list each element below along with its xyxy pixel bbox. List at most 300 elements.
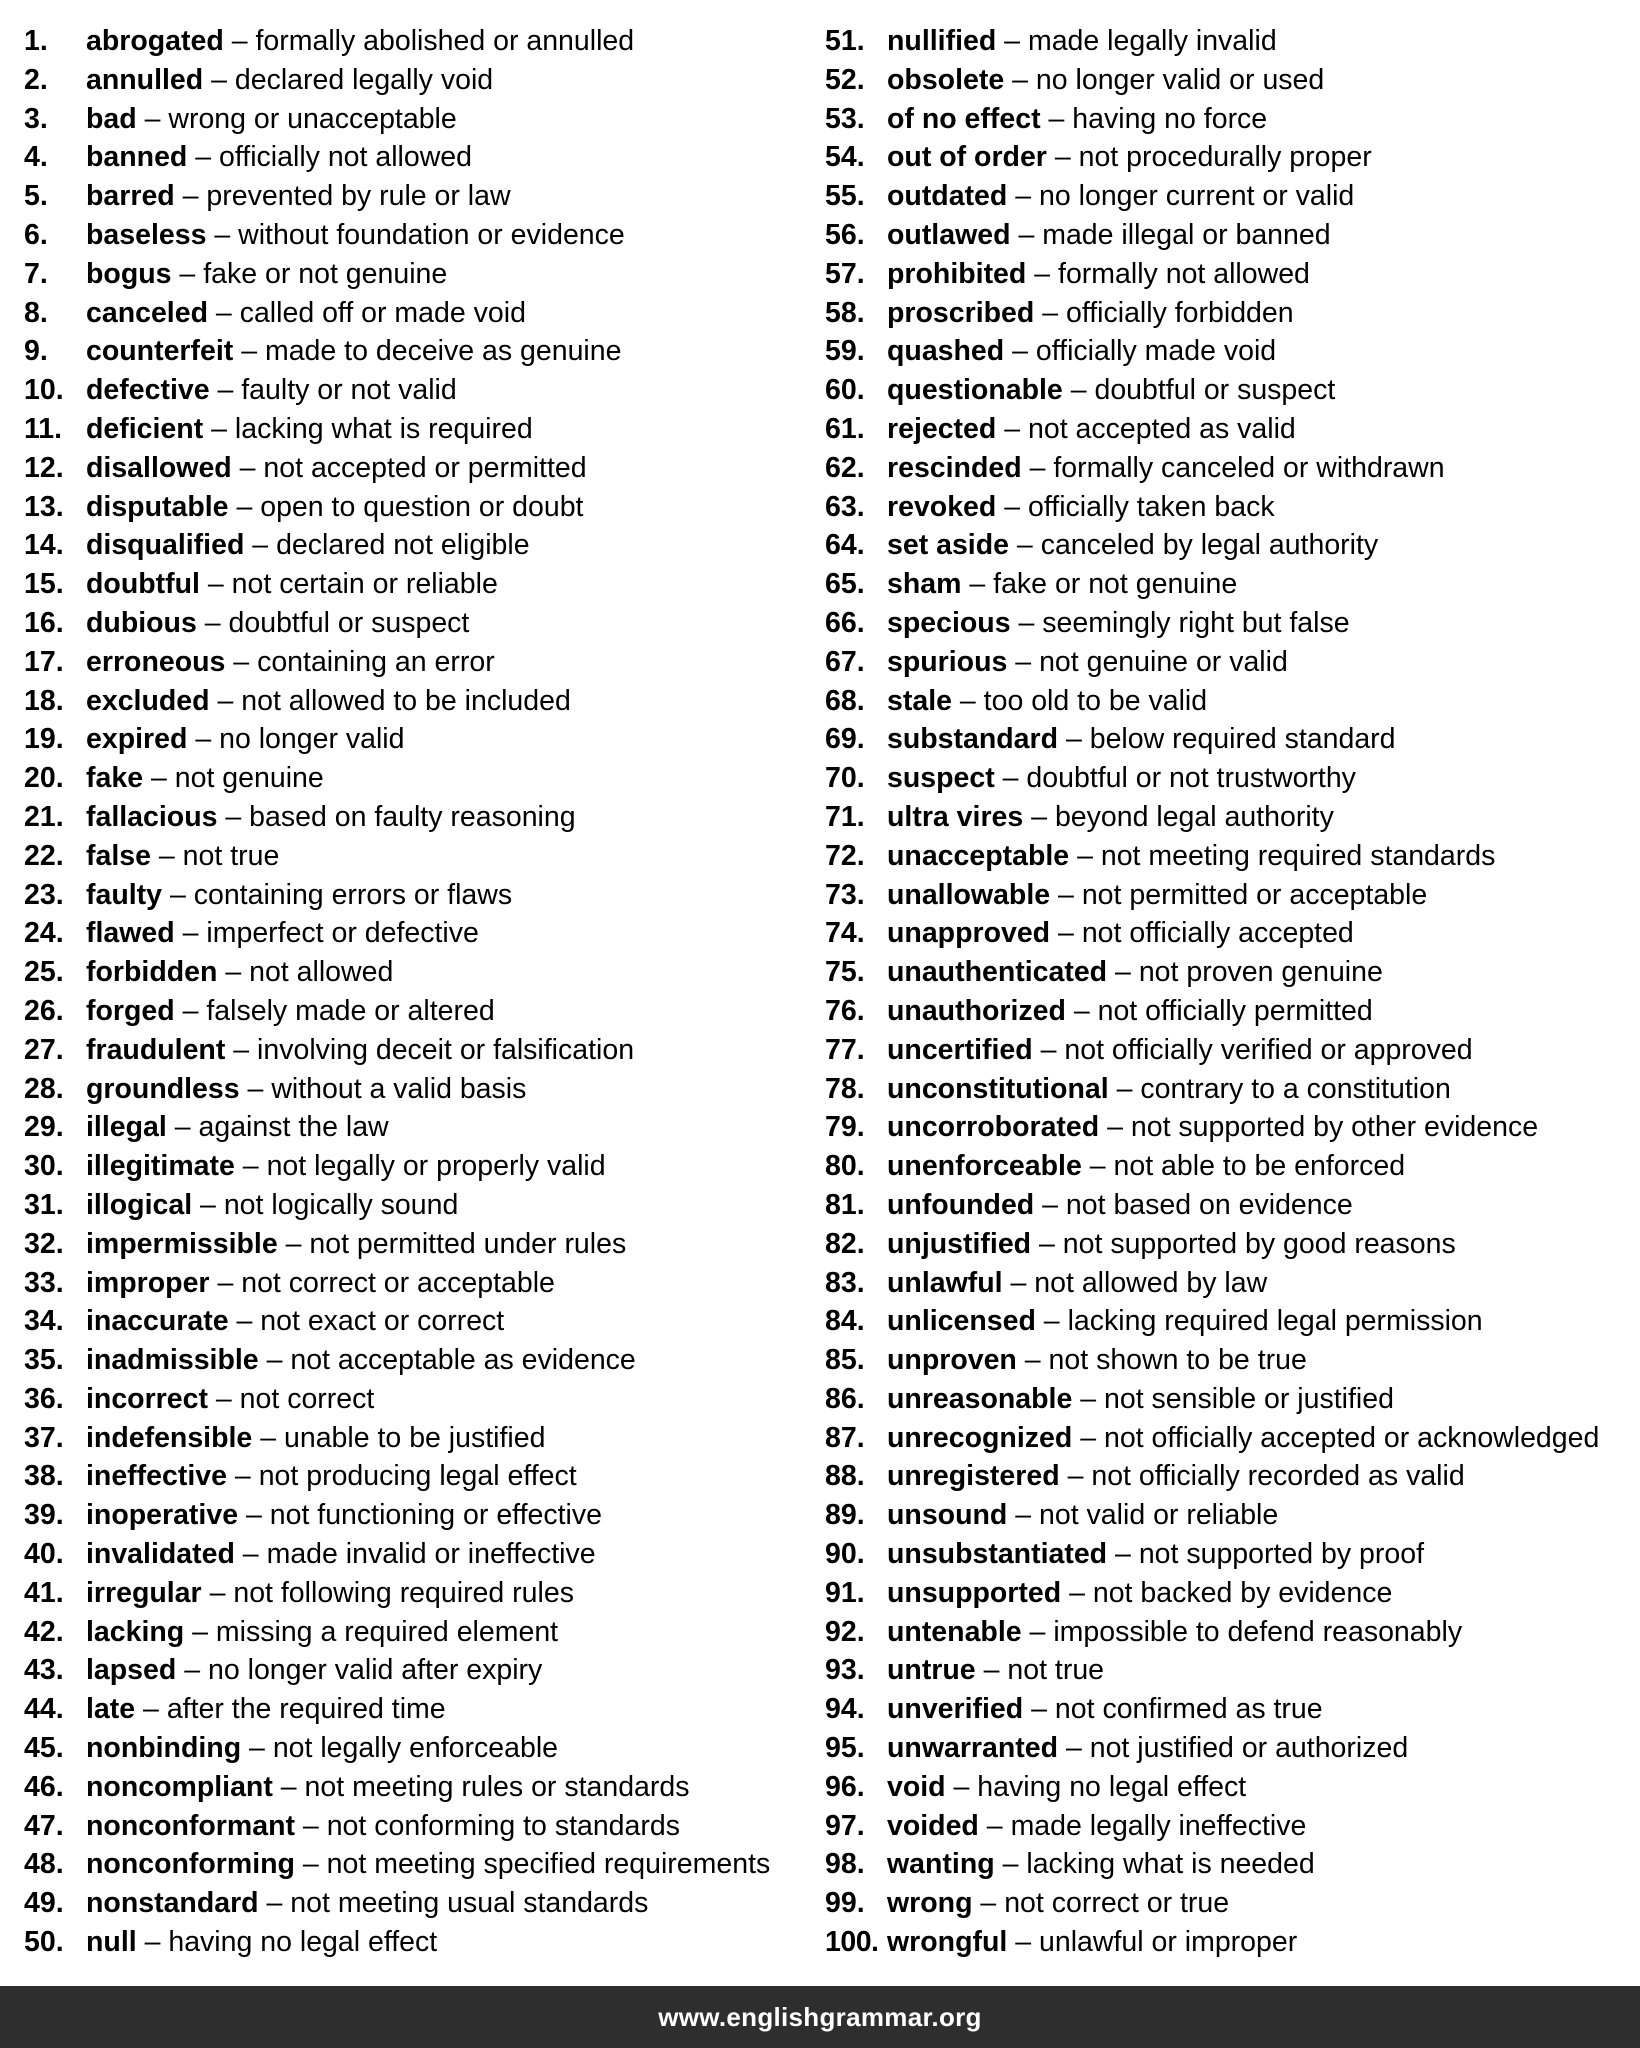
entry-separator: – bbox=[192, 1615, 208, 1648]
list-item bbox=[825, 1263, 1630, 1302]
entry-number: 67. bbox=[825, 645, 865, 678]
entry-number: 90. bbox=[825, 1538, 865, 1571]
entry-definition: prevented by rule or law bbox=[206, 180, 511, 213]
entry-number: 72. bbox=[825, 839, 865, 872]
entry-separator: – bbox=[236, 490, 253, 523]
entry-separator: – bbox=[174, 1111, 191, 1144]
entry-number: 86. bbox=[825, 1382, 865, 1415]
entry-term: disputable bbox=[86, 490, 229, 523]
entry-separator: – bbox=[209, 1576, 226, 1609]
entry-number: 70. bbox=[825, 762, 865, 795]
entry-term: bad bbox=[86, 102, 137, 135]
list-item bbox=[24, 1534, 814, 1573]
word-list-column-right bbox=[825, 21, 1630, 1961]
list-item bbox=[825, 797, 1630, 836]
list-item bbox=[825, 1495, 1630, 1534]
entry-definition: not true bbox=[182, 839, 280, 872]
entry-term: unregistered bbox=[887, 1460, 1060, 1493]
list-item bbox=[24, 1728, 814, 1767]
entry-number: 28. bbox=[24, 1072, 64, 1105]
entry-separator: – bbox=[266, 1344, 283, 1377]
entry-term: banned bbox=[86, 141, 188, 174]
list-item bbox=[24, 370, 814, 409]
entry-definition: not correct or true bbox=[1004, 1887, 1230, 1920]
entry-term: quashed bbox=[887, 335, 1005, 368]
entry-number: 83. bbox=[825, 1266, 865, 1299]
entry-definition: not procedurally proper bbox=[1078, 141, 1372, 174]
entry-term: invalidated bbox=[86, 1538, 235, 1571]
entry-separator: – bbox=[260, 1421, 277, 1454]
entry-definition: not permitted or acceptable bbox=[1081, 878, 1428, 911]
entry-separator: – bbox=[249, 1732, 265, 1765]
entry-definition: not officially recorded as valid bbox=[1091, 1460, 1465, 1493]
entry-number: 93. bbox=[825, 1654, 865, 1687]
entry-term: untenable bbox=[887, 1615, 1022, 1648]
entry-number: 29. bbox=[24, 1111, 64, 1144]
entry-definition: not legally enforceable bbox=[272, 1732, 559, 1765]
list-item bbox=[825, 1728, 1630, 1767]
entry-separator: – bbox=[225, 800, 242, 833]
entry-separator: – bbox=[302, 1848, 319, 1881]
entry-separator: – bbox=[143, 1693, 159, 1726]
entry-number: 2. bbox=[24, 63, 48, 96]
entry-term: unsound bbox=[887, 1499, 1008, 1532]
entry-term: doubtful bbox=[86, 568, 200, 601]
list-item bbox=[825, 1224, 1630, 1263]
entry-separator: – bbox=[1040, 1033, 1057, 1066]
entry-number: 57. bbox=[825, 257, 865, 290]
list-item bbox=[825, 1573, 1630, 1612]
entry-definition: unlawful or improper bbox=[1039, 1926, 1298, 1959]
entry-separator: – bbox=[217, 374, 234, 407]
list-item bbox=[825, 1612, 1630, 1651]
entry-term: nullified bbox=[887, 25, 997, 57]
list-item bbox=[24, 60, 814, 99]
entry-separator: – bbox=[245, 1499, 262, 1532]
entry-term: questionable bbox=[887, 374, 1063, 407]
list-item bbox=[825, 991, 1630, 1030]
entry-number: 5. bbox=[24, 180, 48, 213]
entry-separator: – bbox=[211, 412, 227, 445]
entry-definition: faulty or not valid bbox=[241, 374, 457, 407]
entry-definition: lacking required legal permission bbox=[1067, 1305, 1483, 1338]
entry-term: sham bbox=[887, 568, 962, 601]
entry-definition: not supported by proof bbox=[1138, 1538, 1425, 1571]
entry-definition: officially taken back bbox=[1028, 490, 1275, 523]
list-item bbox=[825, 448, 1630, 487]
entry-term: void bbox=[887, 1770, 946, 1803]
entry-number: 24. bbox=[24, 917, 64, 950]
list-item bbox=[24, 797, 814, 836]
entry-separator: – bbox=[169, 878, 186, 911]
entry-term: illogical bbox=[86, 1188, 193, 1221]
entry-number: 63. bbox=[825, 490, 865, 523]
entry-term: set aside bbox=[887, 529, 1009, 562]
entry-separator: – bbox=[1058, 878, 1074, 911]
list-item bbox=[24, 1689, 814, 1728]
entry-separator: – bbox=[1015, 1926, 1032, 1959]
entry-definition: not meeting specified requirements bbox=[326, 1848, 771, 1881]
entry-separator: – bbox=[144, 102, 161, 135]
entry-term: lapsed bbox=[86, 1654, 177, 1687]
entry-definition: not logically sound bbox=[223, 1188, 459, 1221]
entry-number: 52. bbox=[825, 63, 865, 96]
entry-definition: open to question or doubt bbox=[260, 490, 584, 523]
list-item bbox=[24, 1379, 814, 1418]
entry-term: erroneous bbox=[86, 645, 226, 678]
entry-number: 68. bbox=[825, 684, 865, 717]
list-item bbox=[24, 1418, 814, 1457]
entry-definition: not functioning or effective bbox=[269, 1499, 602, 1532]
entry-number: 77. bbox=[825, 1033, 865, 1066]
list-item bbox=[24, 1456, 814, 1495]
entry-number: 13. bbox=[24, 490, 64, 523]
entry-separator: – bbox=[1034, 257, 1051, 290]
entry-term: unenforceable bbox=[887, 1150, 1082, 1183]
entry-term: unproven bbox=[887, 1344, 1017, 1377]
list-item bbox=[24, 409, 814, 448]
entry-term: inaccurate bbox=[86, 1305, 229, 1338]
entry-number: 73. bbox=[825, 878, 865, 911]
entry-term: unfounded bbox=[887, 1188, 1035, 1221]
entry-term: wrong bbox=[887, 1887, 973, 1920]
entry-definition: impossible to defend reasonably bbox=[1053, 1615, 1463, 1648]
entry-separator: – bbox=[285, 1227, 302, 1260]
entry-separator: – bbox=[204, 606, 221, 639]
entry-definition: contrary to a constitution bbox=[1140, 1072, 1451, 1105]
entry-definition: not supported by other evidence bbox=[1130, 1111, 1539, 1144]
entry-definition: officially not allowed bbox=[219, 141, 472, 174]
entry-number: 27. bbox=[24, 1033, 64, 1066]
entry-definition: lacking what is needed bbox=[1026, 1848, 1315, 1881]
entry-definition: fake or not genuine bbox=[993, 568, 1238, 601]
list-item bbox=[24, 1340, 814, 1379]
entry-number: 71. bbox=[825, 800, 865, 833]
entry-definition: formally canceled or withdrawn bbox=[1053, 451, 1445, 484]
entry-number: 31. bbox=[24, 1188, 64, 1221]
entry-separator: – bbox=[215, 1382, 232, 1415]
list-item bbox=[825, 21, 1630, 60]
entry-number: 66. bbox=[825, 606, 865, 639]
entry-separator: – bbox=[1116, 1072, 1133, 1105]
list-item bbox=[24, 836, 814, 875]
entry-term: barred bbox=[86, 180, 175, 213]
list-item bbox=[825, 254, 1630, 293]
entry-definition: not exact or correct bbox=[260, 1305, 505, 1338]
footer-bar bbox=[0, 1986, 1640, 2048]
entry-separator: – bbox=[195, 723, 212, 756]
entry-separator: – bbox=[1115, 1538, 1131, 1571]
entry-number: 19. bbox=[24, 723, 64, 756]
entry-separator: – bbox=[980, 1887, 997, 1920]
entry-definition: missing a required element bbox=[215, 1615, 559, 1648]
list-item bbox=[24, 952, 814, 991]
entry-separator: – bbox=[302, 1809, 319, 1842]
list-item bbox=[825, 1456, 1630, 1495]
list-item bbox=[24, 1767, 814, 1806]
entry-term: deficient bbox=[86, 412, 204, 445]
entry-separator: – bbox=[1015, 1499, 1032, 1532]
entry-separator: – bbox=[182, 994, 199, 1027]
list-item bbox=[24, 1844, 814, 1883]
entry-number: 99. bbox=[825, 1887, 865, 1920]
entry-definition: not backed by evidence bbox=[1092, 1576, 1393, 1609]
entry-number: 11. bbox=[24, 412, 63, 445]
entry-number: 36. bbox=[24, 1382, 64, 1415]
entry-number: 49. bbox=[24, 1887, 64, 1920]
list-item bbox=[24, 137, 814, 176]
list-item bbox=[825, 836, 1630, 875]
entry-number: 64. bbox=[825, 529, 865, 562]
entry-number: 56. bbox=[825, 218, 865, 251]
entry-term: rescinded bbox=[887, 451, 1022, 484]
entry-separator: – bbox=[1010, 1266, 1027, 1299]
entry-number: 84. bbox=[825, 1305, 865, 1338]
list-item bbox=[825, 1107, 1630, 1146]
entry-term: wanting bbox=[887, 1848, 995, 1881]
entry-number: 62. bbox=[825, 451, 865, 484]
entry-term: suspect bbox=[887, 762, 995, 795]
entry-number: 50. bbox=[24, 1926, 64, 1959]
entry-separator: – bbox=[1080, 1421, 1097, 1454]
entry-number: 55. bbox=[825, 180, 865, 213]
entry-number: 1. bbox=[24, 25, 48, 57]
list-item bbox=[24, 1263, 814, 1302]
entry-term: of no effect bbox=[887, 102, 1041, 135]
entry-number: 88. bbox=[825, 1460, 865, 1493]
entry-number: 20. bbox=[24, 762, 64, 795]
entry-term: rejected bbox=[887, 412, 997, 445]
list-item bbox=[24, 1224, 814, 1263]
entry-separator: – bbox=[1018, 606, 1035, 639]
entry-definition: imperfect or defective bbox=[206, 917, 479, 950]
entry-definition: no longer valid after expiry bbox=[208, 1654, 543, 1687]
entry-definition: not valid or reliable bbox=[1039, 1499, 1279, 1532]
entry-definition: too old to be valid bbox=[983, 684, 1208, 717]
entry-separator: – bbox=[150, 762, 167, 795]
entry-term: ultra vires bbox=[887, 800, 1024, 833]
entry-separator: – bbox=[280, 1770, 297, 1803]
entry-number: 23. bbox=[24, 878, 64, 911]
entry-term: out of order bbox=[887, 141, 1047, 174]
entry-definition: officially forbidden bbox=[1066, 296, 1294, 329]
list-item bbox=[24, 293, 814, 332]
entry-number: 48. bbox=[24, 1848, 64, 1881]
entry-separator: – bbox=[1048, 102, 1065, 135]
list-item bbox=[825, 913, 1630, 952]
list-item bbox=[24, 1612, 814, 1651]
entry-definition: not accepted or permitted bbox=[263, 451, 587, 484]
entry-term: annulled bbox=[86, 63, 204, 96]
entry-term: substandard bbox=[887, 723, 1059, 756]
entry-separator: – bbox=[242, 1150, 259, 1183]
entry-definition: not officially permitted bbox=[1097, 994, 1373, 1027]
entry-separator: – bbox=[1067, 1460, 1084, 1493]
list-item bbox=[825, 1379, 1630, 1418]
entry-separator: – bbox=[158, 839, 175, 872]
entry-definition: seemingly right but false bbox=[1042, 606, 1350, 639]
list-item bbox=[24, 1146, 814, 1185]
entry-separator: – bbox=[1054, 141, 1071, 174]
entry-definition: not following required rules bbox=[233, 1576, 574, 1609]
list-item bbox=[825, 875, 1630, 914]
entry-definition: having no legal effect bbox=[977, 1770, 1247, 1803]
entry-number: 91. bbox=[825, 1576, 865, 1609]
entry-definition: fake or not genuine bbox=[203, 257, 448, 290]
list-item bbox=[24, 215, 814, 254]
entry-term: incorrect bbox=[86, 1382, 208, 1415]
entry-separator: – bbox=[1042, 296, 1059, 329]
entry-number: 89. bbox=[825, 1499, 865, 1532]
entry-definition: no longer valid or used bbox=[1035, 63, 1325, 96]
entry-term: false bbox=[86, 839, 151, 872]
entry-definition: not confirmed as true bbox=[1054, 1693, 1323, 1726]
entry-separator: – bbox=[182, 917, 199, 950]
entry-term: fallacious bbox=[86, 800, 218, 833]
list-item bbox=[24, 1495, 814, 1534]
entry-definition: formally abolished or annulled bbox=[255, 25, 635, 57]
entry-separator: – bbox=[233, 1033, 250, 1066]
entry-definition: formally not allowed bbox=[1058, 257, 1310, 290]
entry-term: voided bbox=[887, 1809, 979, 1842]
entry-definition: having no legal effect bbox=[168, 1926, 438, 1959]
list-item bbox=[825, 719, 1630, 758]
entry-number: 17. bbox=[24, 645, 64, 678]
entry-definition: doubtful or suspect bbox=[1094, 374, 1336, 407]
entry-definition: having no force bbox=[1072, 102, 1268, 135]
list-item bbox=[24, 1301, 814, 1340]
entry-separator: – bbox=[233, 645, 250, 678]
entry-number: 15. bbox=[24, 568, 64, 601]
list-item bbox=[825, 1922, 1630, 1961]
entry-definition: canceled by legal authority bbox=[1040, 529, 1379, 562]
entry-term: nonconforming bbox=[86, 1848, 295, 1881]
entry-definition: no longer current or valid bbox=[1039, 180, 1355, 213]
entry-separator: – bbox=[179, 257, 196, 290]
entry-definition: not based on evidence bbox=[1065, 1188, 1353, 1221]
entry-term: disqualified bbox=[86, 529, 245, 562]
entry-definition: not genuine bbox=[174, 762, 324, 795]
entry-number: 45. bbox=[24, 1732, 64, 1765]
list-item bbox=[24, 758, 814, 797]
list-item bbox=[825, 1806, 1630, 1845]
entry-separator: – bbox=[969, 568, 986, 601]
list-item bbox=[24, 487, 814, 526]
list-item bbox=[825, 487, 1630, 526]
entry-term: excluded bbox=[86, 684, 210, 717]
entry-term: bogus bbox=[86, 257, 172, 290]
entry-separator: – bbox=[1002, 1848, 1019, 1881]
entry-separator: – bbox=[1004, 25, 1021, 57]
entry-number: 37. bbox=[24, 1421, 64, 1454]
entry-definition: not genuine or valid bbox=[1039, 645, 1288, 678]
list-item bbox=[825, 1883, 1630, 1922]
entry-term: unreasonable bbox=[887, 1382, 1073, 1415]
entry-number: 94. bbox=[825, 1693, 865, 1726]
list-item bbox=[24, 99, 814, 138]
entry-term: forged bbox=[86, 994, 175, 1027]
entry-term: unrecognized bbox=[887, 1421, 1073, 1454]
entry-number: 38. bbox=[24, 1460, 64, 1493]
entry-term: revoked bbox=[887, 490, 997, 523]
entry-number: 4. bbox=[24, 141, 48, 174]
entry-definition: not acceptable as evidence bbox=[290, 1344, 636, 1377]
entry-number: 18. bbox=[24, 684, 64, 717]
entry-separator: – bbox=[231, 25, 248, 57]
footer-website-link[interactable]: www.englishgrammar.org bbox=[658, 2001, 982, 2032]
entry-number: 92. bbox=[825, 1615, 865, 1648]
entry-term: untrue bbox=[887, 1654, 976, 1687]
entry-number: 74. bbox=[825, 917, 865, 950]
entry-definition: not conforming to standards bbox=[326, 1809, 680, 1842]
entry-definition: beyond legal authority bbox=[1054, 800, 1334, 833]
entry-definition: not officially accepted bbox=[1081, 917, 1354, 950]
entry-number: 95. bbox=[825, 1732, 865, 1765]
entry-term: unsubstantiated bbox=[887, 1538, 1108, 1571]
entry-separator: – bbox=[1002, 762, 1019, 795]
entry-definition: below required standard bbox=[1089, 723, 1396, 756]
list-item bbox=[24, 681, 814, 720]
entry-term: late bbox=[86, 1693, 136, 1726]
list-item bbox=[825, 1534, 1630, 1573]
list-item bbox=[825, 1340, 1630, 1379]
entry-term: impermissible bbox=[86, 1227, 278, 1260]
entry-separator: – bbox=[214, 218, 231, 251]
entry-separator: – bbox=[241, 335, 258, 368]
list-item bbox=[24, 875, 814, 914]
list-item bbox=[24, 1922, 814, 1961]
entry-term: unacceptable bbox=[887, 839, 1070, 872]
list-item bbox=[24, 21, 814, 60]
entry-separator: – bbox=[959, 684, 976, 717]
entry-number: 58. bbox=[825, 296, 865, 329]
entry-term: unwarranted bbox=[887, 1732, 1059, 1765]
entry-term: irregular bbox=[86, 1576, 202, 1609]
entry-number: 33. bbox=[24, 1266, 64, 1299]
entry-number: 34. bbox=[24, 1305, 64, 1338]
entry-definition: falsely made or altered bbox=[206, 994, 495, 1027]
entry-separator: – bbox=[1042, 1188, 1058, 1221]
list-item bbox=[825, 293, 1630, 332]
entry-definition: not legally or properly valid bbox=[266, 1150, 606, 1183]
entry-number: 46. bbox=[24, 1770, 64, 1803]
entry-definition: not permitted under rules bbox=[309, 1227, 627, 1260]
entry-term: improper bbox=[86, 1266, 210, 1299]
list-item bbox=[24, 331, 814, 370]
list-item bbox=[825, 370, 1630, 409]
entry-separator: – bbox=[217, 684, 234, 717]
entry-separator: – bbox=[1012, 335, 1028, 368]
entry-separator: – bbox=[1016, 529, 1033, 562]
entry-definition: not proven genuine bbox=[1138, 956, 1383, 989]
entry-definition: doubtful or suspect bbox=[228, 606, 470, 639]
entry-separator: – bbox=[1089, 1150, 1106, 1183]
entry-definition: not true bbox=[1007, 1654, 1105, 1687]
entry-number: 16. bbox=[24, 606, 64, 639]
list-item bbox=[825, 1301, 1630, 1340]
entry-term: wrongful bbox=[887, 1926, 1008, 1959]
entry-number: 65. bbox=[825, 568, 865, 601]
entry-separator: – bbox=[266, 1887, 283, 1920]
entry-number: 30. bbox=[24, 1150, 64, 1183]
entry-number: 35. bbox=[24, 1344, 64, 1377]
entry-term: flawed bbox=[86, 917, 175, 950]
entry-number: 6. bbox=[24, 218, 48, 251]
entry-term: abrogated bbox=[86, 25, 224, 57]
entry-number: 96. bbox=[825, 1770, 865, 1803]
entry-definition: not allowed by law bbox=[1034, 1266, 1268, 1299]
list-item bbox=[825, 758, 1630, 797]
